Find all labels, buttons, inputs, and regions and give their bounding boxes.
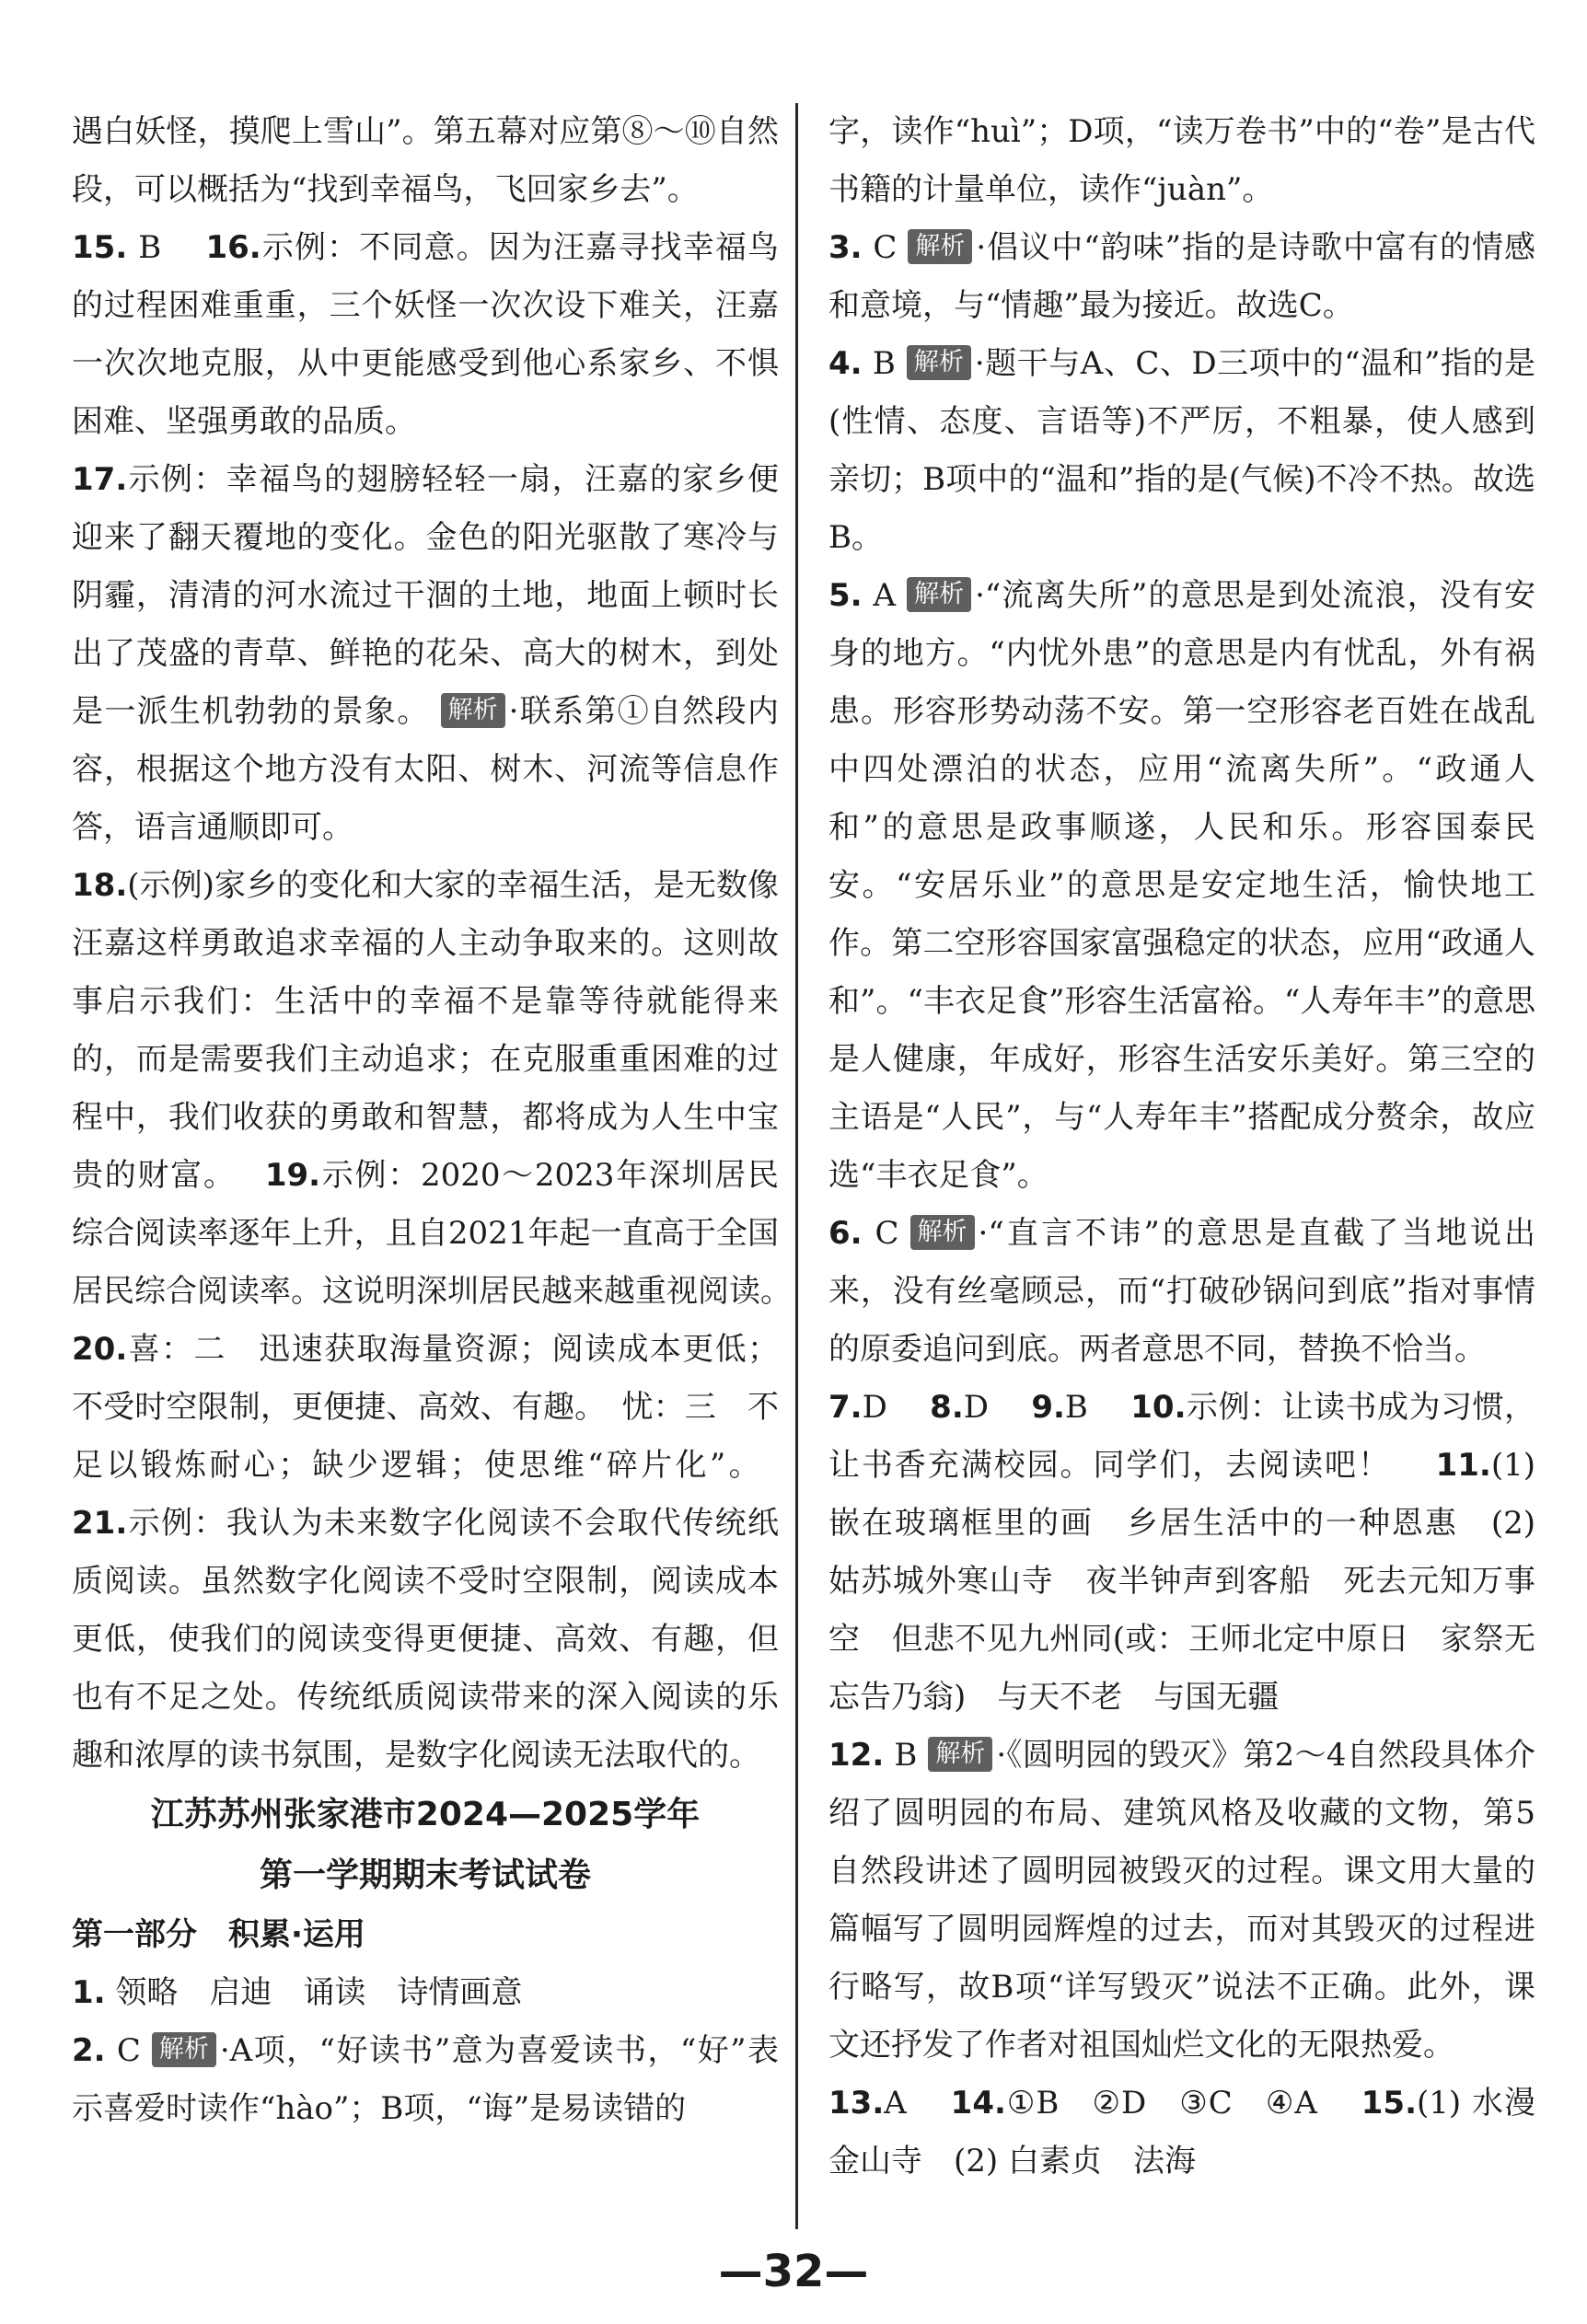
answer-text: C bbox=[875, 1215, 899, 1252]
answer-number: 8. bbox=[930, 1389, 964, 1426]
answer-text: 示例：不同意。因为汪嘉寻找幸福鸟的过程困难重重，三个妖怪一次次设下难关，汪嘉一次次地克服，从中更能感受到他心系家乡、不惧困难、坚强勇敢的品质。 bbox=[72, 229, 779, 440]
answer-number: 6. bbox=[828, 1215, 863, 1252]
answer-text: ①B ②D ③C ④A bbox=[1005, 2085, 1317, 2122]
answer-text: 示例：让读书成为习惯，让书香充满校园。同学们，去阅读吧！ bbox=[828, 1389, 1536, 1484]
right-column bbox=[828, 103, 1535, 2191]
answer-2 bbox=[72, 2022, 779, 2138]
analysis-text: ·题干与A、C、D三项中的“温和”指的是(性情、态度、言语等)不严厉，不粗暴，使人感到亲切；B项中的“温和”指的是(气候)不冷不热。故选B。 bbox=[828, 345, 1535, 556]
answer-1 bbox=[72, 1964, 779, 2022]
answer-text: B bbox=[1064, 1389, 1088, 1426]
answer-number: 14. bbox=[950, 2085, 1006, 2122]
analysis-tag: 解析 bbox=[441, 693, 505, 728]
column-divider bbox=[795, 103, 798, 2229]
exam-title-line2: 第一学期期末考试试卷 bbox=[259, 1856, 591, 1894]
answer-number: 4. bbox=[828, 345, 863, 382]
answer-number: 20. bbox=[72, 1331, 128, 1368]
answer-text: 示例：2020～2023年深圳居民综合阅读率逐年上升，且自2021年起一直高于全国居民综合阅读率。这说明深圳居民越来越重视阅读。 bbox=[72, 1157, 780, 1310]
answer-text: 示例：幸福鸟的翅膀轻轻一扇，汪嘉的家乡便迎来了翻天覆地的变化。金色的阳光驱散了寒冷与阴霾，清清的河水流过干涸的土地，地面上顿时长出了茂盛的青草、鲜艳的花朵、高大的树木，到处是一派生机勃勃的景象。 bbox=[72, 461, 779, 730]
answer-text: (1) 嵌在玻璃框里的画 乡居生活中的一种恩惠 (2) 姑苏城外寒山寺 夜半钟声到客船 死去元知万事空 但悲不见九州同(或：王师北定中原日 家祭无忘告乃翁) 与天不老 与国无疆 bbox=[828, 1447, 1536, 1716]
analysis-tag: 解析 bbox=[908, 229, 972, 264]
analysis-tag: 解析 bbox=[928, 1737, 992, 1772]
left-column bbox=[72, 103, 779, 2138]
answer-number: 18. bbox=[72, 867, 128, 904]
analysis-text: ·A项，“好读书”意为喜爱读书，“好”表示喜爱时读作“hào”；B项，“诲”是易读错的 bbox=[72, 2032, 780, 2127]
answer-3 bbox=[828, 219, 1535, 335]
analysis-text: ·倡议中“韵味”指的是诗歌中富有的情感和意境，与“情趣”最为接近。故选C。 bbox=[828, 229, 1535, 324]
answer-number: 21. bbox=[72, 1505, 128, 1542]
answer-number: 5. bbox=[828, 577, 863, 614]
answer-text: A bbox=[884, 2085, 907, 2122]
answer-number: 13. bbox=[828, 2085, 885, 2122]
answer-text: 喜：二 迅速获取海量资源；阅读成本更低；不受时空限制，更便捷、高效、有趣。 忧：三 不足以锻炼耐心；缺少逻辑；使思维“碎片化”。 bbox=[72, 1331, 779, 1484]
answer-number: 17. bbox=[72, 461, 128, 498]
answer-number: 16. bbox=[205, 229, 261, 266]
answer-number: 15. bbox=[72, 229, 128, 266]
answer-number: 1. bbox=[72, 1974, 106, 2011]
answer-text: D bbox=[862, 1389, 887, 1426]
answer-17 bbox=[72, 451, 779, 857]
answer-text: 领略 启迪 诵读 诗情画意 bbox=[115, 1974, 523, 2011]
answer-12 bbox=[828, 1727, 1535, 2075]
part-heading: 第一部分 积累·运用 bbox=[72, 1916, 365, 1953]
answer-text: B bbox=[138, 229, 162, 266]
answer-18-19-20-21 bbox=[72, 857, 779, 1785]
answer-number: 7. bbox=[828, 1389, 863, 1426]
answer-text: D bbox=[963, 1389, 990, 1426]
answer-5 bbox=[828, 567, 1535, 1205]
answer-text: A bbox=[873, 577, 897, 614]
answer-text: B bbox=[872, 345, 896, 382]
page-number: —32— bbox=[718, 2246, 869, 2297]
analysis-text: ·联系第①自然段内容，根据这个地方没有太阳、树木、河流等信息作答，语言通顺即可。 bbox=[72, 693, 780, 846]
analysis-tag: 解析 bbox=[152, 2032, 216, 2067]
answer-text: (1) 水漫金山寺 (2) 白素贞 法海 bbox=[828, 2085, 1535, 2179]
answer-15-16 bbox=[72, 219, 779, 451]
analysis-tag: 解析 bbox=[907, 577, 971, 612]
answer-text: C bbox=[116, 2032, 141, 2069]
answer-text: (示例)家乡的变化和大家的幸福生活，是无数像汪嘉这样勇敢追求幸福的人主动争取来的。这则故事启示我们：生活中的幸福不是靠等待就能得来的，而是需要我们主动追求；在克服重重困难的过程中，我们收获的勇敢和智慧，都将成为人生中宝贵的财富。 bbox=[72, 867, 779, 1194]
answer-number: 2. bbox=[72, 2032, 106, 2069]
answer-13-14-15 bbox=[828, 2075, 1535, 2191]
answer-number: 15. bbox=[1361, 2085, 1417, 2122]
answer-number: 12. bbox=[828, 1737, 885, 1774]
answer-7-to-11 bbox=[828, 1379, 1535, 1727]
continued-text: 遇白妖怪，摸爬上雪山”。第五幕对应第⑧～⑩自然段，可以概括为“找到幸福鸟，飞回家乡去”。 bbox=[72, 113, 779, 208]
answer-number: 19. bbox=[264, 1157, 321, 1194]
analysis-tag: 解析 bbox=[910, 1215, 975, 1250]
analysis-text: ·《圆明园的毁灭》第2～4自然段具体介绍了圆明园的布局、建筑风格及收藏的文物，第5自然段讲述了圆明园被毁灭的过程。课文用大量的篇幅写了圆明园辉煌的过去，而对其毁灭的过程进行略写，故B项“详写毁灭”说法不正确。此外，课文还抒发了作者对祖国灿烂文化的无限热爱。 bbox=[828, 1737, 1536, 2064]
answer-6 bbox=[828, 1205, 1535, 1379]
answer-text: C bbox=[873, 229, 898, 266]
analysis-text: ·“流离失所”的意思是到处流浪，没有安身的地方。“内忧外患”的意思是内有忧乱，外有祸患。形容形势动荡不安。第一空形容老百姓在战乱中四处漂泊的状态，应用“流离失所”。“政通人和”的意思是政事顺遂，人民和乐。形容国泰民安。“安居乐业”的意思是安定地生活，愉快地工作。第二空形容国家富强稳定的状态，应用“政通人和”。“丰衣足食”形容生活富裕。“人寿年丰”的意思是人健康，年成好，形容生活安乐美好。第三空的主语是“人民”，与“人寿年丰”搭配成分赘余，故应选“丰衣足食”。 bbox=[828, 577, 1535, 1194]
continued-text: 字，读作“huì”；D项，“读万卷书”中的“卷”是古代书籍的计量单位，读作“juàn”。 bbox=[828, 113, 1535, 208]
answer-text: 示例：我认为未来数字化阅读不会取代传统纸质阅读。虽然数字化阅读不受时空限制，阅读成本更低，使我们的阅读变得更便捷、高效、有趣，但也有不足之处。传统纸质阅读带来的深入阅读的乐趣和浓厚的读书氛围，是数字化阅读无法取代的。 bbox=[72, 1505, 779, 1774]
answer-4 bbox=[828, 335, 1535, 567]
analysis-text: ·“直言不讳”的意思是直截了当地说出来，没有丝毫顾忌，而“打破砂锅问到底”指对事情的原委追问到底。两者意思不同，替换不恰当。 bbox=[828, 1215, 1535, 1368]
answer-number: 3. bbox=[828, 229, 863, 266]
answer-number: 10. bbox=[1130, 1389, 1187, 1426]
answer-text: B bbox=[894, 1737, 918, 1774]
exam-title-line1: 江苏苏州张家港市2024—2025学年 bbox=[150, 1796, 701, 1833]
answer-number: 11. bbox=[1435, 1447, 1491, 1484]
answer-number: 9. bbox=[1031, 1389, 1065, 1426]
analysis-tag: 解析 bbox=[907, 345, 971, 380]
